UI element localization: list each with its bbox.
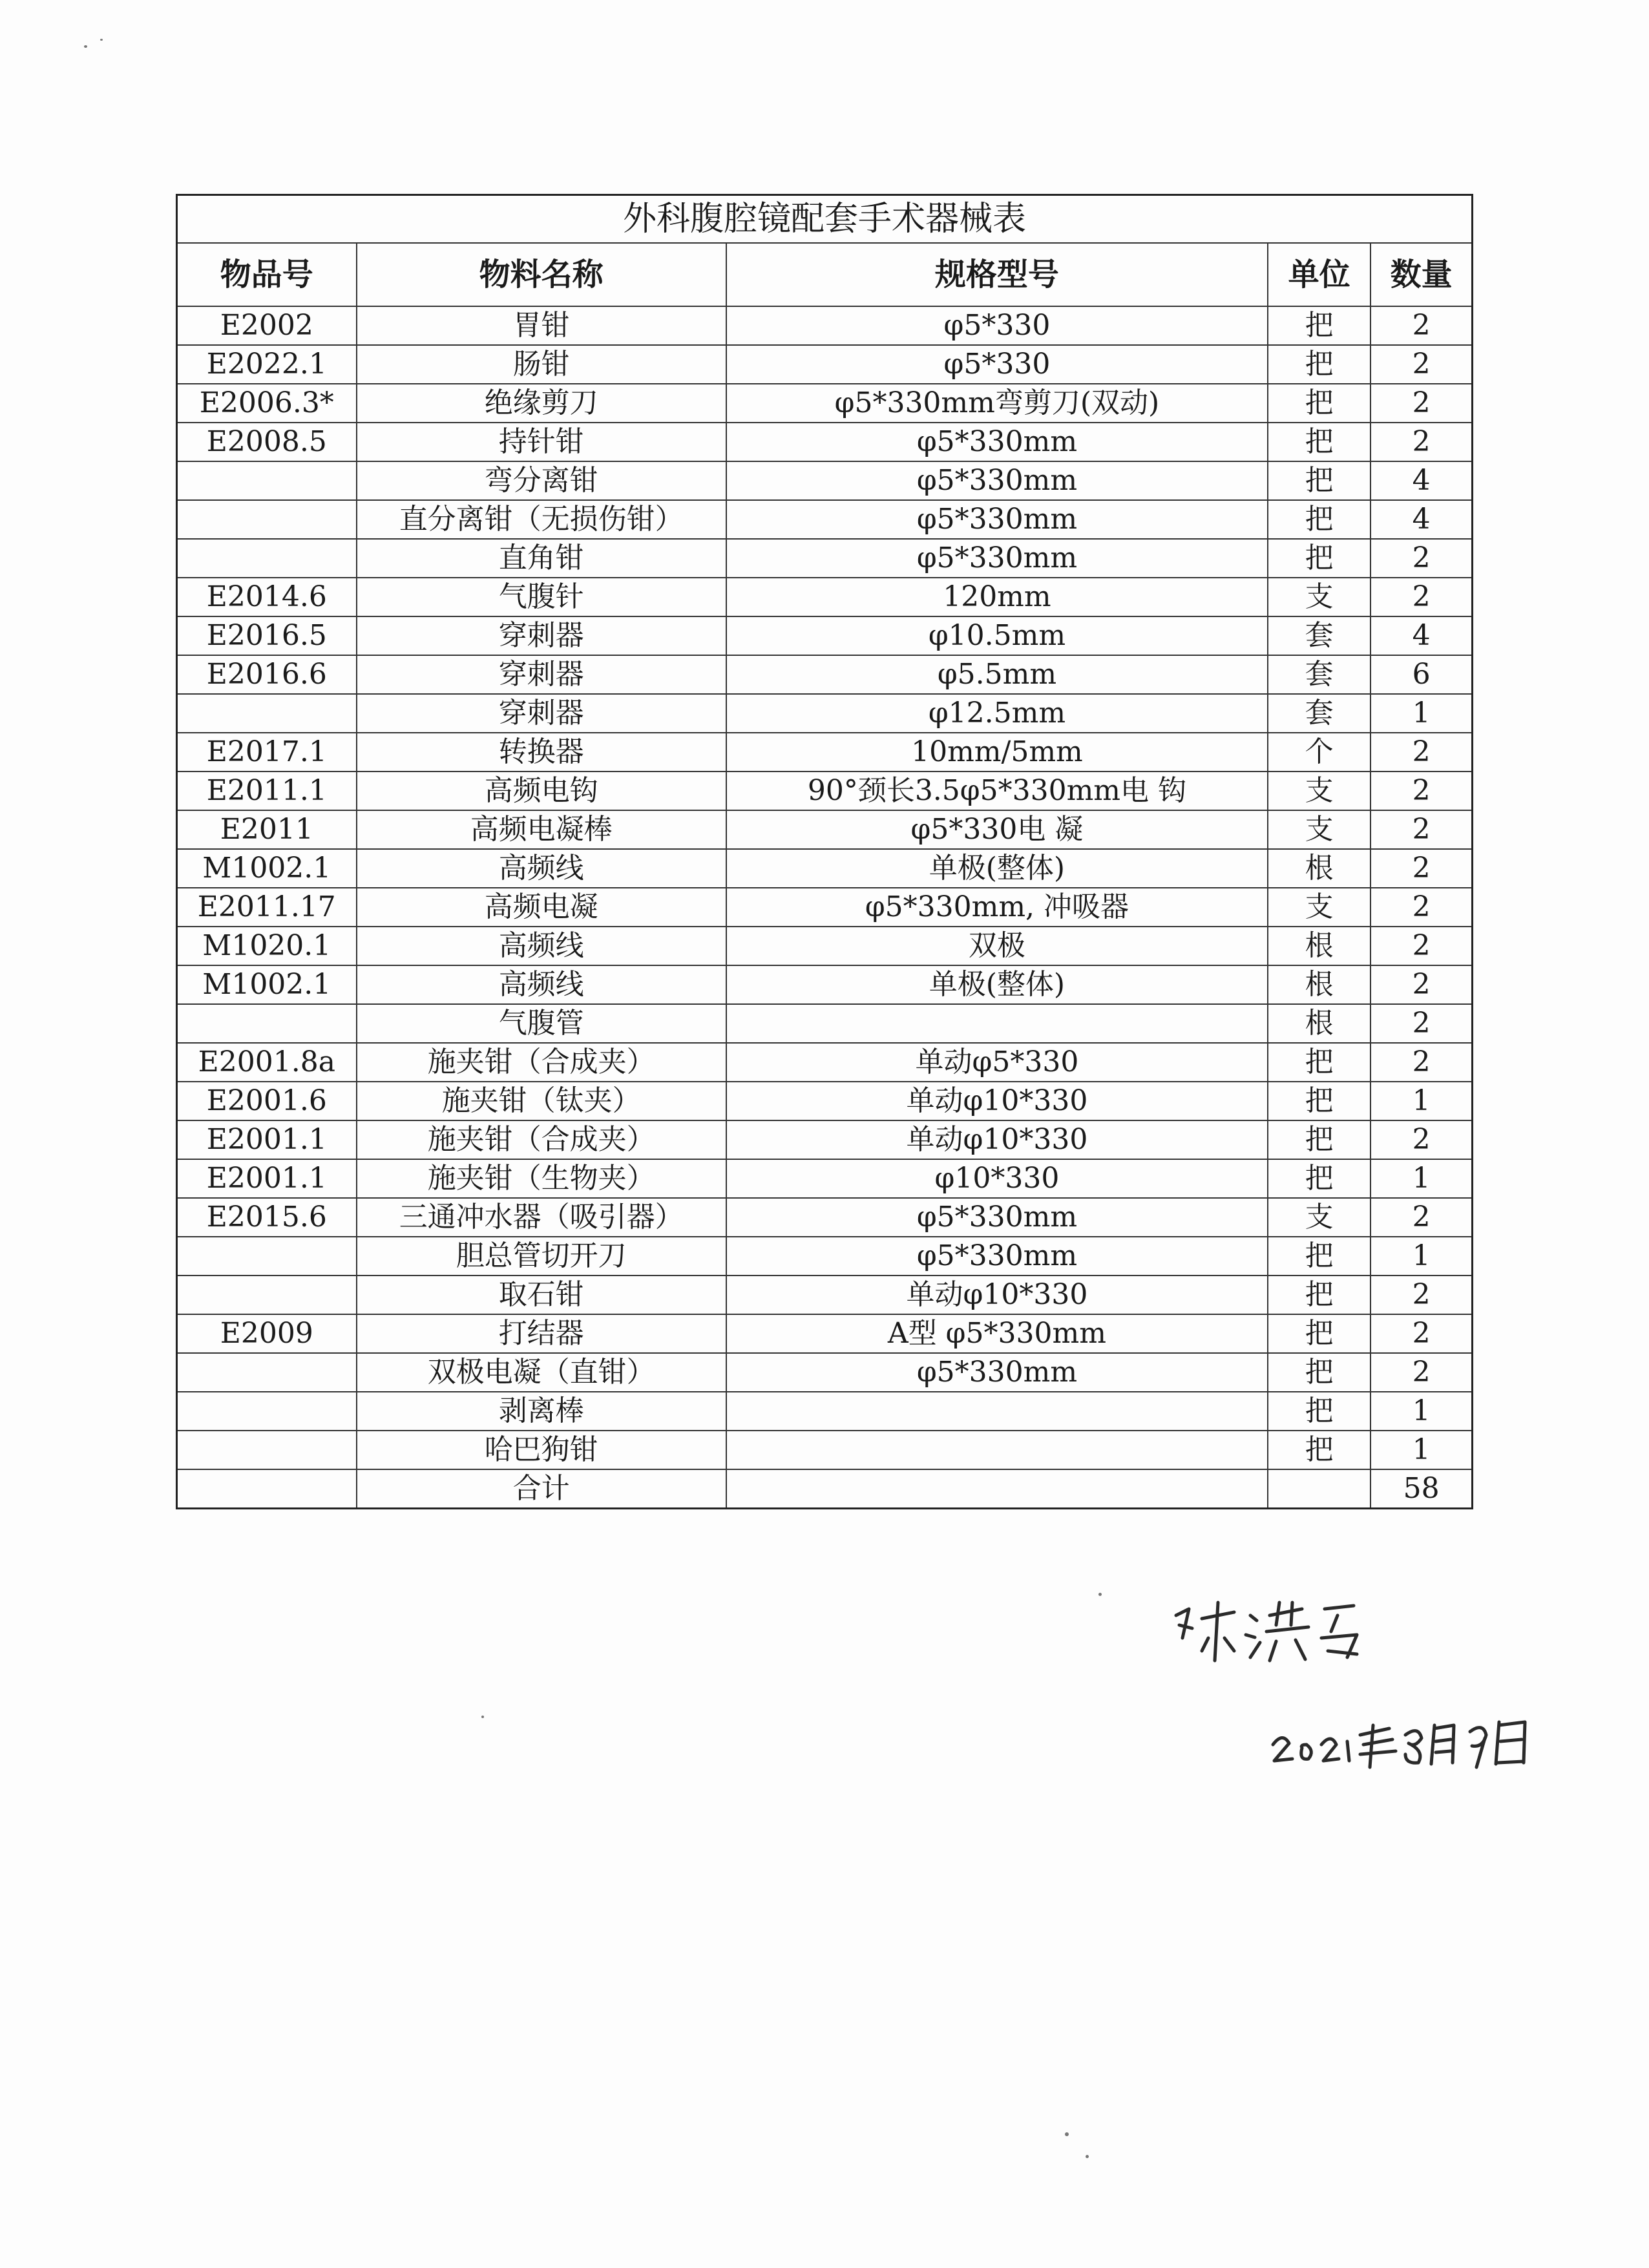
row-unit: 把 (1268, 1082, 1371, 1120)
row-unit: 套 (1268, 616, 1371, 655)
header-qty: 数量 (1371, 243, 1472, 306)
handwritten-signature (1163, 1590, 1396, 1680)
row-unit: 把 (1268, 345, 1371, 384)
row-spec: φ5*330电 凝 (726, 810, 1268, 849)
row-qty: 2 (1371, 888, 1472, 927)
row-name: 气腹针 (357, 578, 726, 616)
row-unit: 把 (1268, 1353, 1371, 1392)
row-code: E2001.6 (177, 1082, 357, 1120)
table-row (177, 888, 1473, 927)
total-qty: 58 (1371, 1469, 1472, 1509)
row-unit: 支 (1268, 810, 1371, 849)
row-unit: 个 (1268, 733, 1371, 772)
total-code-cell (177, 1469, 357, 1509)
row-spec: 10mm/5mm (726, 733, 1268, 772)
row-code (177, 539, 357, 578)
row-qty: 2 (1371, 849, 1472, 888)
row-unit: 把 (1268, 1237, 1371, 1276)
row-qty: 4 (1371, 500, 1472, 539)
table-row (177, 849, 1473, 888)
table-row (177, 616, 1473, 655)
table-row (177, 772, 1473, 810)
row-qty: 1 (1371, 1082, 1472, 1120)
row-qty: 4 (1371, 616, 1472, 655)
row-name: 转换器 (357, 733, 726, 772)
row-name: 直分离钳（无损伤钳） (357, 500, 726, 539)
row-name: 高频电凝 (357, 888, 726, 927)
table-row (177, 500, 1473, 539)
row-code: E2008.5 (177, 423, 357, 461)
row-unit: 把 (1268, 1431, 1371, 1469)
row-qty: 4 (1371, 461, 1472, 500)
row-code (177, 1004, 357, 1043)
row-name: 高频电钩 (357, 772, 726, 810)
table-row (177, 578, 1473, 616)
table-row (177, 694, 1473, 733)
header-code: 物品号 (177, 243, 357, 306)
row-spec: 90°颈长3.5φ5*330mm电 钩 (726, 772, 1268, 810)
table-row (177, 539, 1473, 578)
table-row (177, 1159, 1473, 1198)
scan-speck (1086, 2155, 1089, 2158)
row-unit: 把 (1268, 1120, 1371, 1159)
row-qty: 2 (1371, 965, 1472, 1004)
table-row (177, 733, 1473, 772)
row-code: E2022.1 (177, 345, 357, 384)
row-unit: 根 (1268, 1004, 1371, 1043)
row-name: 施夹钳（合成夹） (357, 1043, 726, 1082)
row-unit: 把 (1268, 461, 1371, 500)
row-name: 穿刺器 (357, 655, 726, 694)
row-qty: 2 (1371, 306, 1472, 345)
header-name: 物料名称 (357, 243, 726, 306)
total-row (177, 1469, 1473, 1509)
row-qty: 1 (1371, 1159, 1472, 1198)
row-unit: 把 (1268, 423, 1371, 461)
row-code: M1002.1 (177, 965, 357, 1004)
row-spec: φ5*330mm (726, 1353, 1268, 1392)
inventory-table (176, 194, 1473, 1509)
row-code: E2006.3* (177, 384, 357, 423)
row-spec: 单极(整体) (726, 849, 1268, 888)
table-row (177, 1276, 1473, 1314)
header-unit: 单位 (1268, 243, 1371, 306)
table-row (177, 306, 1473, 345)
table-row (177, 423, 1473, 461)
row-unit: 根 (1268, 965, 1371, 1004)
table-row (177, 1120, 1473, 1159)
table-title: 外科腹腔镜配套手术器械表 (177, 195, 1473, 244)
total-spec-cell (726, 1469, 1268, 1509)
row-qty: 1 (1371, 694, 1472, 733)
row-spec: φ5*330mm (726, 1198, 1268, 1237)
table-row (177, 1314, 1473, 1353)
row-unit: 把 (1268, 306, 1371, 345)
row-spec: φ5*330mm, 冲吸器 (726, 888, 1268, 927)
row-name: 穿刺器 (357, 616, 726, 655)
row-name: 施夹钳（钛夹） (357, 1082, 726, 1120)
row-spec: φ5*330mm (726, 461, 1268, 500)
row-qty: 2 (1371, 539, 1472, 578)
row-code (177, 461, 357, 500)
row-spec: φ5*330mm (726, 1237, 1268, 1276)
row-name: 取石钳 (357, 1276, 726, 1314)
row-qty: 2 (1371, 772, 1472, 810)
row-code (177, 694, 357, 733)
row-code: E2001.8a (177, 1043, 357, 1082)
row-qty: 2 (1371, 384, 1472, 423)
row-spec: φ12.5mm (726, 694, 1268, 733)
row-code: E2017.1 (177, 733, 357, 772)
row-qty: 1 (1371, 1431, 1472, 1469)
row-spec: φ5*330mm (726, 500, 1268, 539)
row-unit: 支 (1268, 578, 1371, 616)
total-unit-cell (1268, 1469, 1371, 1509)
row-qty: 2 (1371, 1276, 1472, 1314)
row-code (177, 500, 357, 539)
row-spec: φ5.5mm (726, 655, 1268, 694)
row-unit: 把 (1268, 1314, 1371, 1353)
scan-speck (1065, 2132, 1069, 2136)
table-row (177, 965, 1473, 1004)
row-qty: 2 (1371, 1198, 1472, 1237)
row-name: 打结器 (357, 1314, 726, 1353)
row-spec: 单极(整体) (726, 965, 1268, 1004)
row-unit: 把 (1268, 539, 1371, 578)
row-code: M1002.1 (177, 849, 357, 888)
row-code: E2009 (177, 1314, 357, 1353)
handwritten-date (1266, 1699, 1538, 1770)
row-code: E2016.6 (177, 655, 357, 694)
row-qty: 1 (1371, 1392, 1472, 1431)
row-spec: φ5*330 (726, 345, 1268, 384)
table-row (177, 1353, 1473, 1392)
row-name: 三通冲水器（吸引器） (357, 1198, 726, 1237)
row-qty: 2 (1371, 1043, 1472, 1082)
table-row (177, 655, 1473, 694)
row-unit: 把 (1268, 1043, 1371, 1082)
row-name: 弯分离钳 (357, 461, 726, 500)
table-row (177, 1082, 1473, 1120)
row-spec: φ10*330 (726, 1159, 1268, 1198)
table-row (177, 461, 1473, 500)
row-name: 胆总管切开刀 (357, 1237, 726, 1276)
row-unit: 支 (1268, 888, 1371, 927)
row-code: E2011.1 (177, 772, 357, 810)
row-spec: 120mm (726, 578, 1268, 616)
row-qty: 2 (1371, 927, 1472, 965)
row-qty: 1 (1371, 1237, 1472, 1276)
table-row (177, 1198, 1473, 1237)
table-row (177, 1043, 1473, 1082)
row-code (177, 1392, 357, 1431)
row-name: 持针钳 (357, 423, 726, 461)
row-code: E2002 (177, 306, 357, 345)
row-unit: 根 (1268, 849, 1371, 888)
row-qty: 2 (1371, 1004, 1472, 1043)
row-code: E2014.6 (177, 578, 357, 616)
row-name: 施夹钳（合成夹） (357, 1120, 726, 1159)
scan-speck (481, 1716, 484, 1718)
row-name: 高频线 (357, 965, 726, 1004)
row-name: 施夹钳（生物夹） (357, 1159, 726, 1198)
inventory-table-wrap (176, 194, 1473, 1509)
row-spec: 单动φ5*330 (726, 1043, 1268, 1082)
row-spec: 双极 (726, 927, 1268, 965)
scan-speck (1098, 1593, 1102, 1596)
total-label: 合计 (357, 1469, 726, 1509)
scan-speck (100, 39, 103, 41)
row-unit: 根 (1268, 927, 1371, 965)
row-qty: 2 (1371, 1353, 1472, 1392)
table-row (177, 384, 1473, 423)
row-code: M1020.1 (177, 927, 357, 965)
row-unit: 把 (1268, 384, 1371, 423)
row-code: E2015.6 (177, 1198, 357, 1237)
row-name: 双极电凝（直钳） (357, 1353, 726, 1392)
table-row (177, 1392, 1473, 1431)
row-code: E2016.5 (177, 616, 357, 655)
row-qty: 2 (1371, 810, 1472, 849)
row-spec (726, 1392, 1268, 1431)
row-spec: 单动φ10*330 (726, 1120, 1268, 1159)
row-code: E2011.17 (177, 888, 357, 927)
row-spec (726, 1004, 1268, 1043)
row-name: 剥离棒 (357, 1392, 726, 1431)
row-spec: A型 φ5*330mm (726, 1314, 1268, 1353)
table-body (177, 306, 1473, 1469)
row-unit: 把 (1268, 1159, 1371, 1198)
row-name: 肠钳 (357, 345, 726, 384)
table-row (177, 345, 1473, 384)
row-code: E2011 (177, 810, 357, 849)
row-qty: 2 (1371, 1120, 1472, 1159)
row-name: 绝缘剪刀 (357, 384, 726, 423)
row-name: 穿刺器 (357, 694, 726, 733)
header-row (177, 243, 1473, 306)
row-qty: 6 (1371, 655, 1472, 694)
row-qty: 2 (1371, 1314, 1472, 1353)
row-qty: 2 (1371, 423, 1472, 461)
row-unit: 支 (1268, 1198, 1371, 1237)
row-name: 哈巴狗钳 (357, 1431, 726, 1469)
row-code (177, 1276, 357, 1314)
row-unit: 把 (1268, 500, 1371, 539)
row-qty: 2 (1371, 733, 1472, 772)
row-name: 气腹管 (357, 1004, 726, 1043)
row-spec: 单动φ10*330 (726, 1276, 1268, 1314)
table-row (177, 1004, 1473, 1043)
row-code: E2001.1 (177, 1159, 357, 1198)
table-row (177, 1431, 1473, 1469)
row-unit: 套 (1268, 655, 1371, 694)
row-spec: φ5*330 (726, 306, 1268, 345)
table-row (177, 1237, 1473, 1276)
row-code (177, 1353, 357, 1392)
table-row (177, 927, 1473, 965)
row-spec: φ10.5mm (726, 616, 1268, 655)
header-spec: 规格型号 (726, 243, 1268, 306)
row-spec (726, 1431, 1268, 1469)
row-spec: φ5*330mm (726, 423, 1268, 461)
row-spec: φ5*330mm (726, 539, 1268, 578)
row-name: 胃钳 (357, 306, 726, 345)
row-code (177, 1431, 357, 1469)
row-unit: 把 (1268, 1392, 1371, 1431)
row-code (177, 1237, 357, 1276)
row-code: E2001.1 (177, 1120, 357, 1159)
row-unit: 套 (1268, 694, 1371, 733)
scan-speck (84, 45, 87, 48)
row-unit: 支 (1268, 772, 1371, 810)
row-name: 高频线 (357, 849, 726, 888)
row-name: 直角钳 (357, 539, 726, 578)
row-unit: 把 (1268, 1276, 1371, 1314)
row-spec: φ5*330mm弯剪刀(双动) (726, 384, 1268, 423)
row-name: 高频电凝棒 (357, 810, 726, 849)
row-qty: 2 (1371, 345, 1472, 384)
row-qty: 2 (1371, 578, 1472, 616)
row-spec: 单动φ10*330 (726, 1082, 1268, 1120)
table-row (177, 810, 1473, 849)
row-name: 高频线 (357, 927, 726, 965)
